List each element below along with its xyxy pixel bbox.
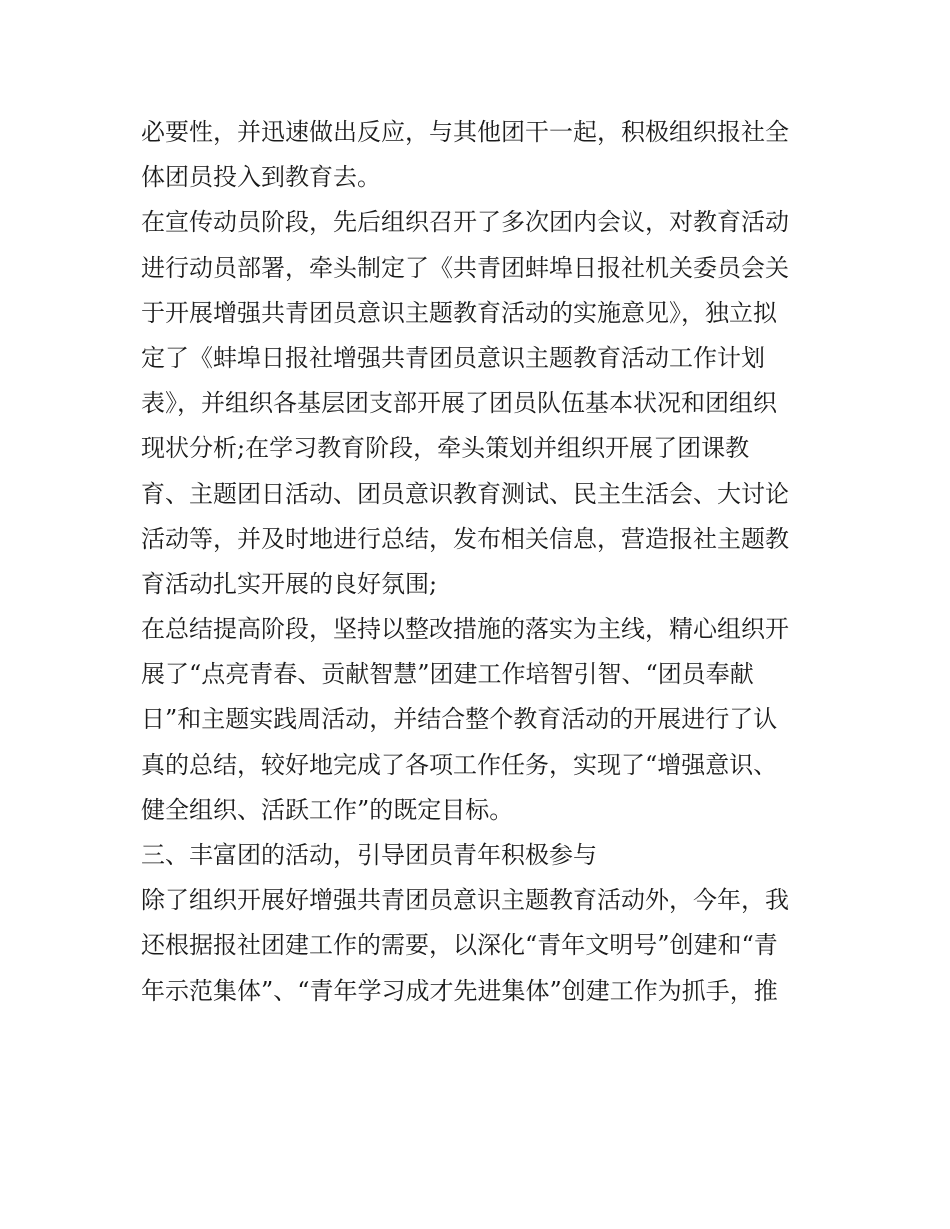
text-line: 定了《蚌埠日报社增强共青团员意识主题教育活动工作计划 bbox=[141, 343, 765, 372]
text-line: 育活动扎实开展的良好氛围; bbox=[141, 569, 438, 598]
text-line: 现状分析;在学习教育阶段，牵头策划并组织开展了团课教 bbox=[141, 434, 750, 463]
text-line: 除了组织开展好增强共青团员意识主题教育活动外，今年，我 bbox=[141, 886, 789, 915]
text-line: 在总结提高阶段，坚持以整改措施的落实为主线，精心组织开 bbox=[141, 615, 789, 644]
text-line: 必要性，并迅速做出反应，与其他团干一起，积极组织报社全 bbox=[141, 118, 789, 146]
text-line: 真的总结，较好地完成了各项工作任务，实现了“增强意识、 bbox=[141, 750, 778, 779]
text-line: 于开展增强共青团员意识主题教育活动的实施意见》，独立拟 bbox=[141, 298, 777, 327]
text-line: 还根据报社团建工作的需要，以深化“青年文明号”创建和“青 bbox=[141, 931, 778, 960]
text-line: 展了“点亮青春、贡献智慧”团建工作培智引智、“团员奉献 bbox=[141, 660, 754, 689]
text-line: 体团员投入到教育去。 bbox=[141, 163, 381, 192]
text-line: 活动等，并及时地进行总结，发布相关信息，营造报社主题教 bbox=[141, 524, 789, 553]
text-line: 日”和主题实践周活动，并结合整个教育活动的开展进行了认 bbox=[141, 705, 778, 734]
text-line: 健全组织、活跃工作”的既定目标。 bbox=[141, 795, 514, 824]
text-line: 育、主题团日活动、团员意识教育测试、民主生活会、大讨论 bbox=[141, 479, 789, 508]
section-heading: 三、丰富团的活动，引导团员青年积极参与 bbox=[141, 841, 597, 869]
text-line: 年示范集体”、“青年学习成才先进集体”创建工作为抓手，推 bbox=[141, 976, 778, 1005]
text-line: 进行动员部署，牵头制定了《共青团蚌埠日报社机关委员会关 bbox=[141, 253, 789, 282]
text-line: 表》，并组织各基层团支部开展了团员队伍基本状况和团组织 bbox=[141, 389, 777, 418]
text-line: 在宣传动员阶段，先后组织召开了多次团内会议，对教育活动 bbox=[141, 208, 789, 237]
document-body bbox=[141, 110, 821, 1014]
